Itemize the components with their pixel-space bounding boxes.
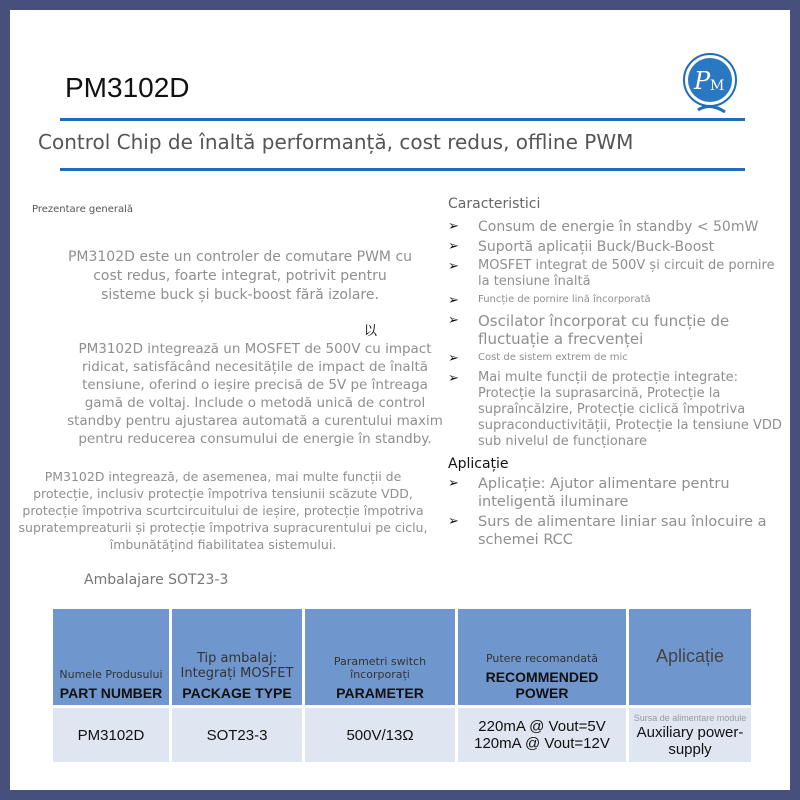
cell-power: 220mA @ Vout=5V 120mA @ Vout=12V xyxy=(458,708,626,762)
subtitle: Control Chip de înaltă performanță, cost redus, offline PWM xyxy=(38,130,634,154)
header-parameter: Parametri switch încorporați PARAMETER xyxy=(305,609,455,705)
arrow-bullet-icon: ➢ xyxy=(448,514,459,529)
overview-paragraph-3: PM3102D integrează, de asemenea, mai multe funcții de protecție, inclusiv protecție împotriva tensiunii scăzute VDD, protecție împotriva scurtcircuitului de ieșire, protecție împotriva supratempreaturii și protecție împotriva supracurentului pe ciclu, îmbunătățind fiabilitatea sistemului. xyxy=(18,469,428,552)
overview-paragraph-2: PM3102D integrează un MOSFET de 500V cu impact ridicat, satisfăcând necesitățile de impact de înaltă tensiune, oferind o ieșire precisă de 5V pe întreaga gamă de voltaj. Include o metodă unică de control standby pentru ajustarea automată a curentului maxim pentru reducerea consumului de energie în standby. xyxy=(67,341,443,447)
arrow-bullet-icon: ➢ xyxy=(448,259,459,274)
title-divider xyxy=(60,118,745,121)
feature-mosfet: MOSFET integrat de 500V și circuit de pornire la tensiune înaltă xyxy=(478,258,775,289)
header-part-number: Numele Produsului PART NUMBER xyxy=(53,609,169,705)
application-item xyxy=(448,475,788,511)
svg-text:M: M xyxy=(710,78,725,94)
svg-text:P: P xyxy=(694,67,711,95)
arrow-bullet-icon: ➢ xyxy=(448,219,459,234)
cell-parameter: 500V/13Ω xyxy=(305,708,455,762)
header-package-type: Tip ambalaj: Integrați MOSFET PACKAGE TYPE xyxy=(172,609,302,705)
feature-item xyxy=(448,370,788,450)
cell-package: SOT23-3 xyxy=(172,708,302,762)
product-table xyxy=(50,606,754,765)
feature-oscillator: Oscilator încorporat cu funcție de fluctuație a frecvenței xyxy=(478,312,730,348)
table-header-row xyxy=(53,609,751,705)
application-rcc: Surs de alimentare liniar sau înlocuire a schemei RCC xyxy=(478,514,767,548)
feature-standby: Consum de energie în standby < 50mW xyxy=(478,219,759,235)
datasheet-page xyxy=(10,10,790,790)
overview-paragraph-1: PM3102D este un controler de comutare PWM cu cost redus, foarte integrat, potrivit pentru sisteme buck și buck-boost fără izolare. xyxy=(67,249,413,303)
overview-heading: Prezentare generală xyxy=(32,204,134,215)
arrow-bullet-icon: ➢ xyxy=(448,476,459,491)
subtitle-divider xyxy=(60,168,745,171)
feature-item xyxy=(448,292,788,310)
arrow-bullet-icon: ➢ xyxy=(448,293,459,308)
feature-item xyxy=(448,218,788,236)
header-application: Aplicație xyxy=(629,609,751,705)
feature-protection: Mai multe funcții de protecție integrate: Protecție la suprasarcină, Protecție la supraîncălzire, Protecție ciclică împotriva supraconductivității, Protecție la tensiune VDD sub nivelul de funcționare xyxy=(478,370,782,449)
page-title: PM3102D xyxy=(65,72,190,103)
pm-logo xyxy=(680,52,740,112)
feature-item xyxy=(448,312,788,348)
application-heading: Aplicație xyxy=(448,456,509,472)
package-text: Ambalajare SOT23-3 xyxy=(84,572,229,588)
arrow-bullet-icon: ➢ xyxy=(448,239,459,254)
feature-cost: Cost de sistem extrem de mic xyxy=(478,352,628,363)
feature-item xyxy=(448,258,788,290)
feature-softstart: Funcție de pornire lină încorporată xyxy=(478,294,651,305)
features-column xyxy=(448,196,788,549)
arrow-bullet-icon: ➢ xyxy=(448,371,459,386)
feature-item xyxy=(448,350,788,368)
arrow-bullet-icon: ➢ xyxy=(448,313,459,328)
feature-item xyxy=(448,238,788,256)
cell-part-number: PM3102D xyxy=(53,708,169,762)
stray-glyph: 以 xyxy=(364,324,378,339)
header-recommended-power: Putere recomandată RECOMMENDED POWER xyxy=(458,609,626,705)
features-heading: Caracteristici xyxy=(448,196,541,212)
application-item xyxy=(448,513,788,549)
feature-buck: Suportă aplicații Buck/Buck-Boost xyxy=(478,239,715,255)
application-lighting: Aplicație: Ajutor alimentare pentru inteligentă iluminare xyxy=(478,476,730,510)
table-row xyxy=(53,708,751,762)
cell-application: Sursa de alimentare module Auxiliary power-supply xyxy=(629,708,751,762)
arrow-bullet-icon: ➢ xyxy=(448,351,459,366)
